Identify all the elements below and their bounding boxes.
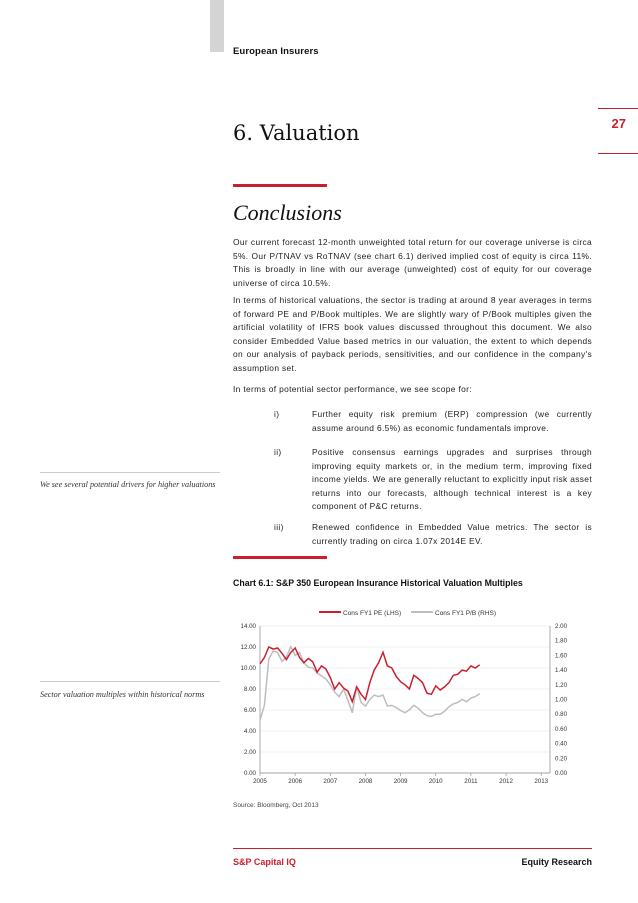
sidenote-rule <box>40 681 220 682</box>
x-tick-label: 2013 <box>534 778 549 785</box>
footer-label: Equity Research <box>521 857 592 867</box>
section-rule <box>233 184 327 187</box>
valuation-chart <box>228 602 592 794</box>
y-right-tick-label: 0.40 <box>555 740 568 748</box>
y-right-tick-label: 1.80 <box>555 637 568 645</box>
y-right-tick-label: 1.20 <box>555 681 568 689</box>
y-right-tick-label: 0.60 <box>555 725 568 733</box>
x-tick-label: 2009 <box>393 778 408 785</box>
page-number-rule-bottom <box>598 153 638 154</box>
legend-pb-label: Cons FY1 P/B (RHS) <box>435 610 497 617</box>
x-tick-label: 2010 <box>428 778 443 785</box>
y-left-tick-label: 0.00 <box>243 770 256 777</box>
x-tick-label: 2008 <box>358 778 373 785</box>
y-right-tick-label: 0.00 <box>555 770 568 777</box>
y-right-tick-label: 1.60 <box>555 652 568 660</box>
footer-rule <box>233 848 592 849</box>
x-tick-label: 2005 <box>253 778 267 785</box>
list-item: Further equity risk premium (ERP) compression (we currently assume around 6.5%) as economic fundamentals improve. <box>312 409 592 433</box>
legend-pe-label: Cons FY1 PE (LHS) <box>343 610 402 617</box>
y-right-tick-label: 2.00 <box>555 623 568 630</box>
y-left-tick-label: 2.00 <box>243 749 256 756</box>
y-left-tick-label: 8.00 <box>243 686 256 693</box>
footer-brand: S&P Capital IQ <box>233 857 296 867</box>
chart-title: Chart 6.1: S&P 350 European Insurance Historical Valuation Multiples <box>233 578 523 588</box>
y-right-tick-label: 1.00 <box>555 696 568 704</box>
chart-source: Source: Bloomberg, Oct 2013 <box>233 802 319 809</box>
paragraph-3: In terms of potential sector performance, we see scope for: <box>233 384 472 394</box>
subheading: Conclusions <box>233 200 342 225</box>
page-number-rule-top <box>598 108 638 109</box>
section-header: European Insurers <box>233 46 319 57</box>
sidenote-rule <box>40 472 220 473</box>
y-left-tick-label: 6.00 <box>243 707 256 714</box>
list-item: Positive consensus earnings upgrades and surprises through improving equity markets or, in the medium term, improving fixed income yields. We are generally reluctant to explicitly input risk asset returns into our forecasts, although technical interest is a key component of P&C returns. <box>312 447 592 512</box>
header-gray-bar <box>210 0 224 52</box>
y-right-tick-label: 0.20 <box>555 755 568 763</box>
x-tick-label: 2007 <box>323 778 338 785</box>
x-tick-label: 2011 <box>464 778 478 785</box>
pe-series-line <box>260 647 480 702</box>
y-right-tick-label: 1.40 <box>555 667 568 675</box>
sidenote-drivers: We see several potential drivers for higher valuations <box>40 480 216 489</box>
x-tick-label: 2006 <box>288 778 303 785</box>
page-number: 27 <box>611 116 626 131</box>
chart-rule <box>233 556 327 559</box>
y-left-tick-label: 4.00 <box>243 728 256 735</box>
paragraph-1: Our current forecast 12-month unweighted total return for our coverage universe is circa 5%. Our P/TNAV vs RoTNAV (see chart 6.1) derived implied cost of equity is circa 11%. This is broadly in line with our average (unweighted) cost of equity for our coverage universe of circa 10.5%. <box>233 237 592 288</box>
list-number: ii) <box>274 447 282 457</box>
y-left-tick-label: 14.00 <box>240 623 256 630</box>
list-number: i) <box>274 409 280 419</box>
y-right-tick-label: 0.80 <box>555 711 568 719</box>
paragraph-2: In terms of historical valuations, the sector is trading at around 8 year averages in terms of forward PE and P/Book multiples. We are slightly wary of P/Book multiples given the artificial volatility of IFRS book values discussed throughout this document. We also consider Embedded Value based metrics in our valuation, the extent to which depends on our analysis of payback periods, sensitivities, and our confidence in the company's assumption set. <box>233 295 592 373</box>
y-left-tick-label: 12.00 <box>240 644 256 651</box>
y-left-tick-label: 10.00 <box>240 665 256 672</box>
list-number: iii) <box>274 522 284 532</box>
sidenote-multiples: Sector valuation multiples within historical norms <box>40 690 205 699</box>
x-tick-label: 2012 <box>499 778 513 785</box>
list-item: Renewed confidence in Embedded Value metrics. The sector is currently trading on circa 1.07x 2014E EV. <box>312 522 592 546</box>
page-title: 6. Valuation <box>233 121 360 145</box>
